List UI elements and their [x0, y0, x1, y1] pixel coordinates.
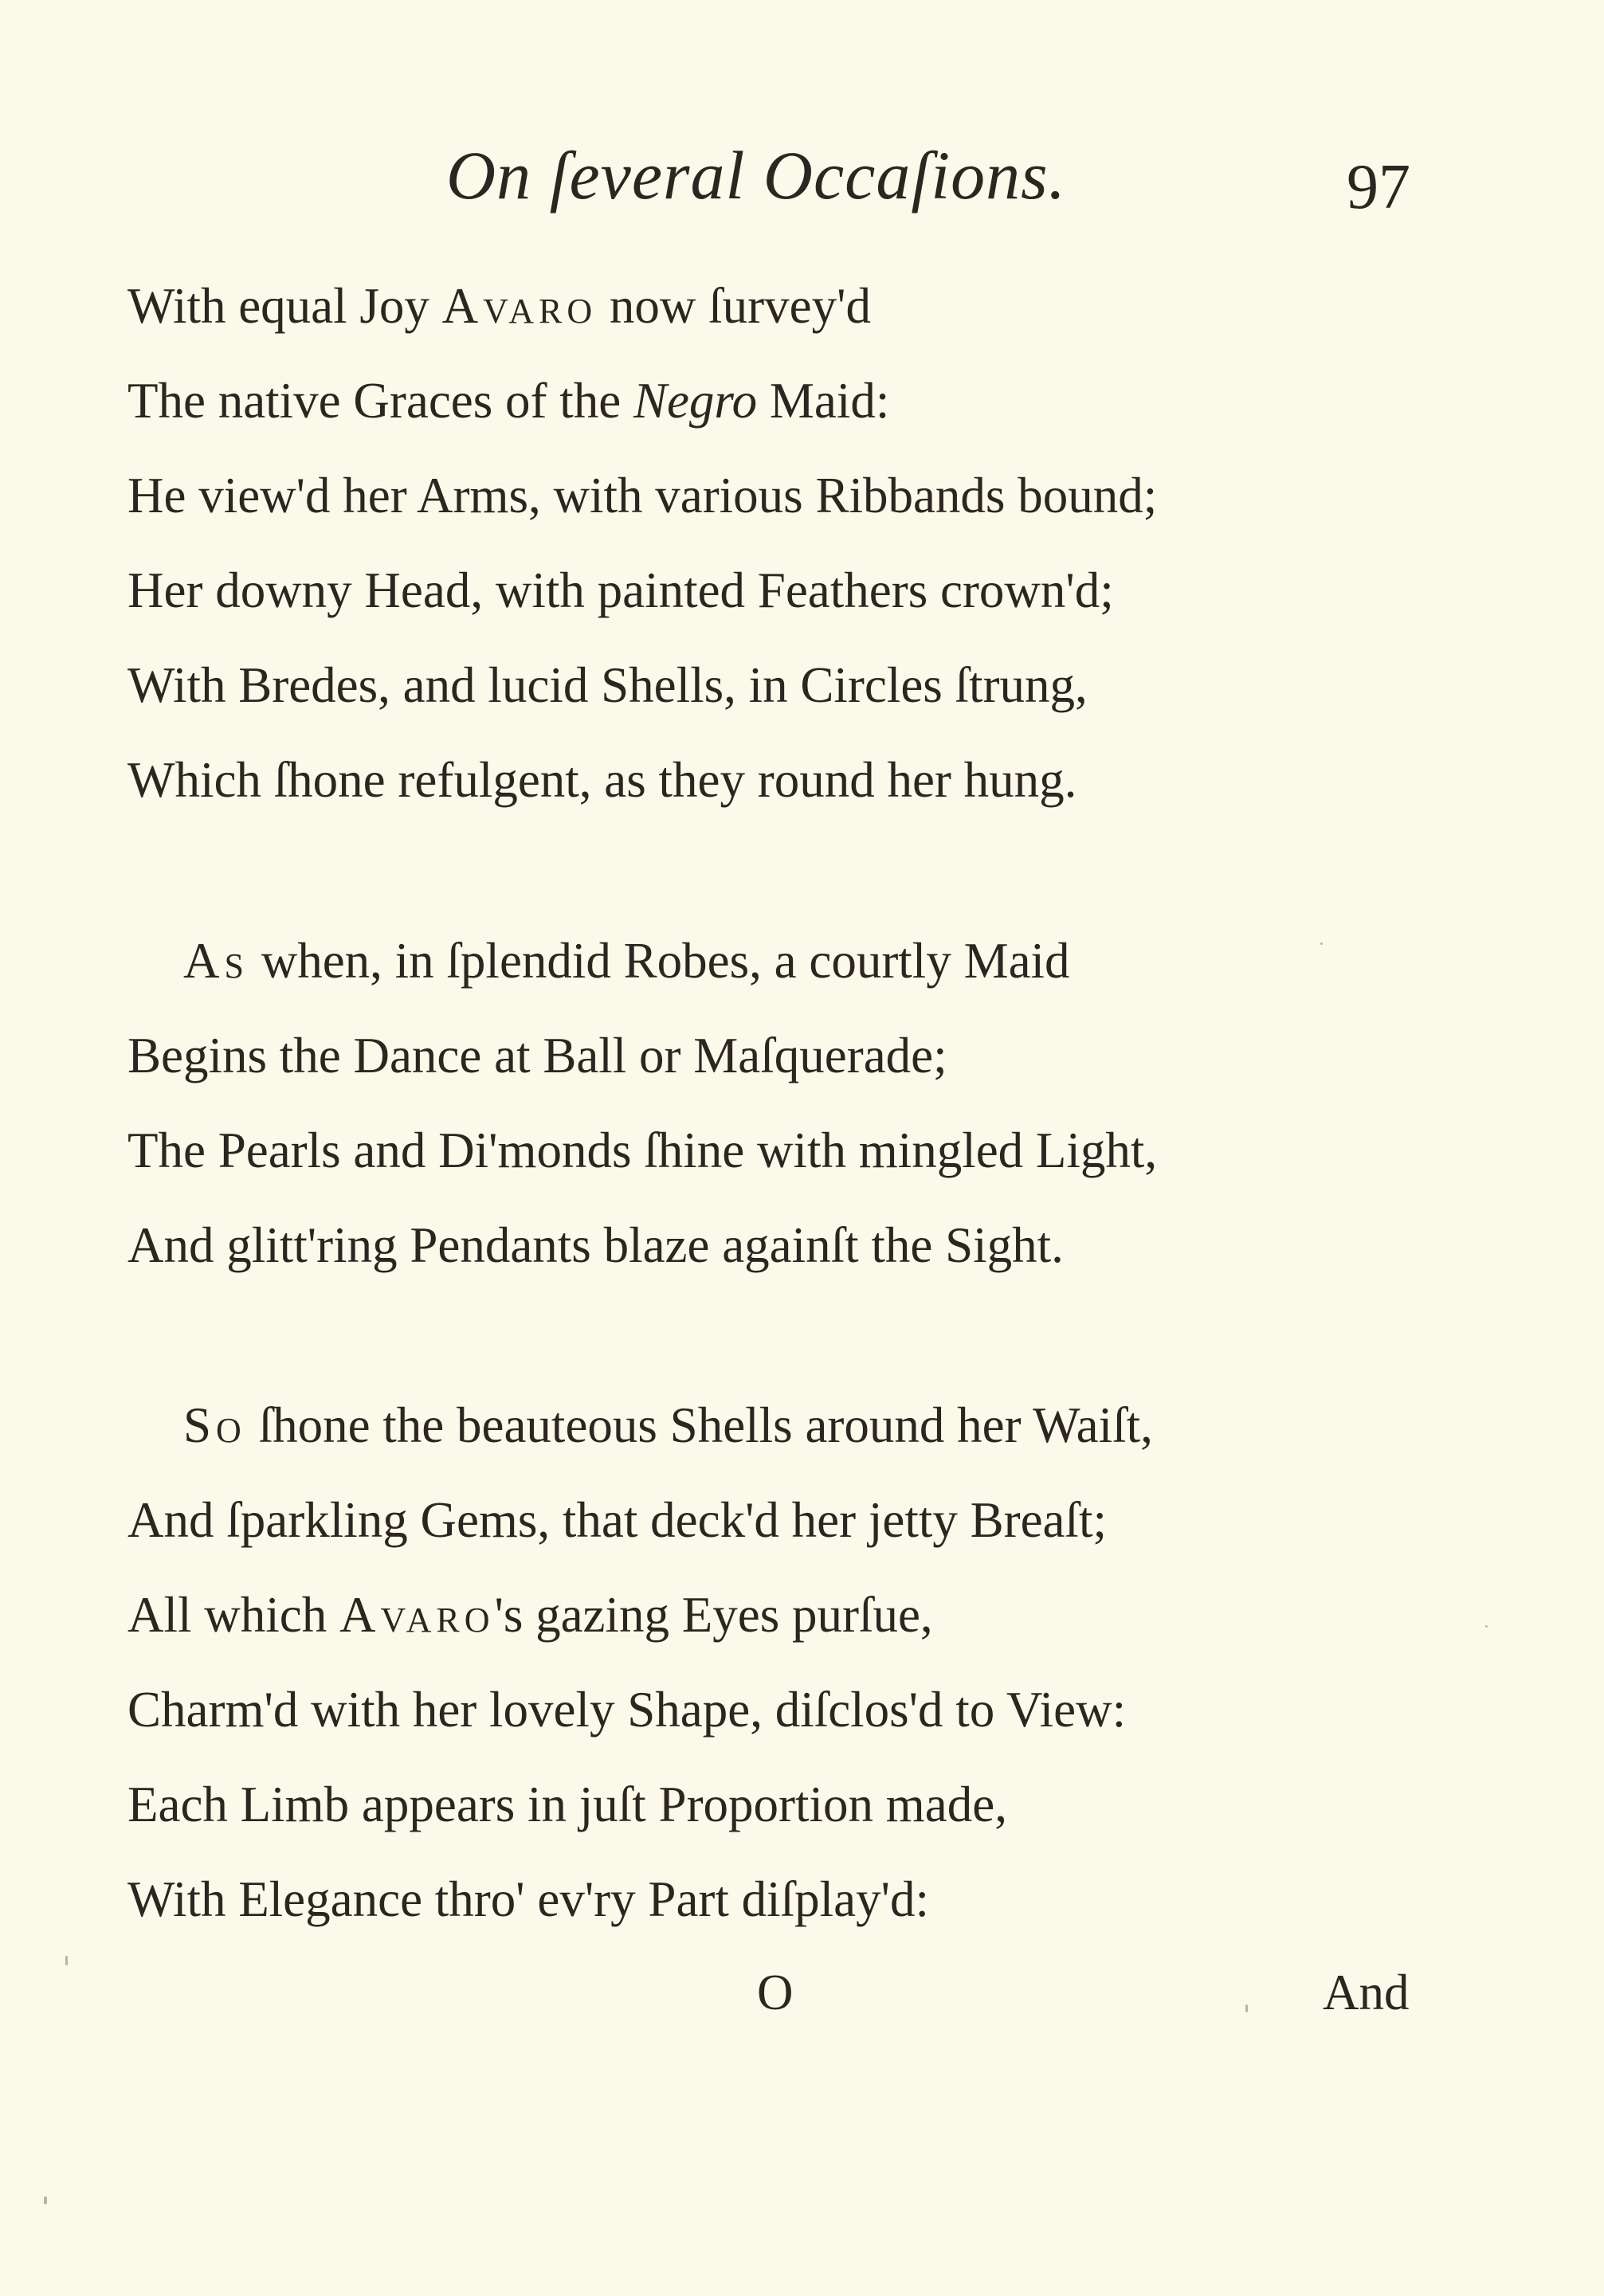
verse-line: So ſhone the beauteous Shells around her Waiſt,: [183, 1397, 1153, 1453]
verse-line: He view'd her Arms, with various Ribbands bound;: [127, 468, 1158, 523]
running-title: On ſeveral Occaſions.: [446, 137, 1067, 214]
stanza-2: [127, 914, 1157, 1293]
paper-speck: [1245, 2004, 1248, 2012]
verse-line: And glitt'ring Pendants blaze againſt the Sight.: [127, 1217, 1064, 1273]
paper-speck: [1320, 942, 1323, 945]
verse-line: Begins the Dance at Ball or Maſquerade;: [127, 1028, 947, 1083]
verse-line: All which Avaro's gazing Eyes purſue,: [127, 1587, 933, 1643]
page-number: 97: [1347, 152, 1410, 222]
stanza-3: [127, 1378, 1153, 1947]
signature-mark: O: [757, 1965, 794, 2020]
verse-line: Her downy Head, with painted Feathers crown'd;: [127, 562, 1114, 618]
verse-line: With equal Joy Avaro now ſurvey'd: [127, 278, 871, 334]
catchword: And: [1323, 1965, 1410, 2020]
verse-line: The Pearls and Di'monds ſhine with mingled Light,: [127, 1123, 1158, 1178]
verse-line: With Bredes, and lucid Shells, in Circles ſtrung,: [127, 657, 1088, 713]
paper-speck: [44, 2196, 47, 2204]
verse-line: The native Graces of the Negro Maid:: [127, 373, 890, 429]
drop-word: As: [183, 933, 249, 989]
character-name: Avaro: [339, 1587, 495, 1643]
character-name: Avaro: [441, 278, 598, 334]
verse-line: And ſparkling Gems, that deck'd her jetty Breaſt;: [127, 1492, 1108, 1548]
italic-word: Negro: [633, 373, 758, 429]
paper-speck: [1485, 1625, 1488, 1628]
verse-line: Each Limb appears in juſt Proportion made,: [127, 1777, 1007, 1832]
verse-line: Charm'd with her lovely Shape, diſclos'd to View:: [127, 1682, 1127, 1738]
drop-word: So: [183, 1397, 246, 1453]
paper-speck: [65, 1956, 68, 1965]
verse-line: With Elegance thro' ev'ry Part diſplay'd:: [127, 1871, 929, 1927]
verse-line: As when, in ſplendid Robes, a courtly Maid: [183, 933, 1070, 989]
stanza-1: [127, 259, 1157, 828]
verse-line: Which ſhone refulgent, as they round her hung.: [127, 752, 1077, 808]
